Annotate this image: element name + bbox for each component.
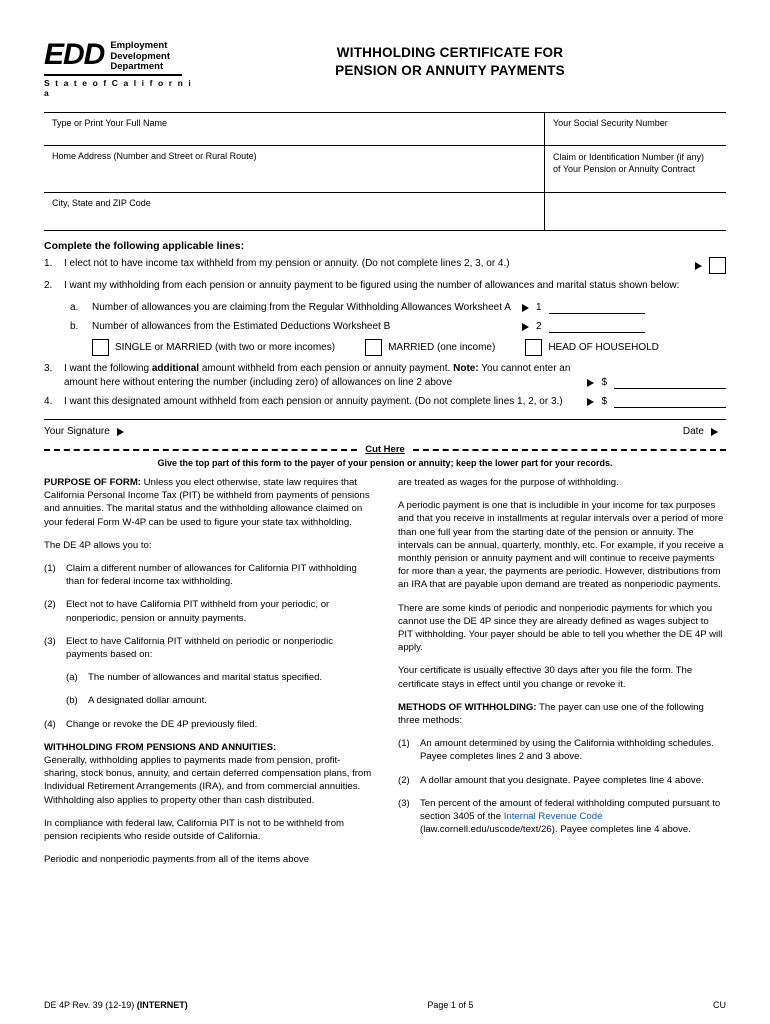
list-item [66, 671, 372, 684]
line-4-currency: $ [601, 396, 607, 407]
purpose-text: Unless you elect otherwise, state law requires that California Personal Income Tax (PIT) be withheld from payments of pensions and annuities. The marital status and the withholding allowance claimed on your federal Form W-4P can be used to figure your state tax withholding. [44, 477, 370, 528]
checkbox-married-one-income[interactable] [365, 339, 382, 356]
line-3-entry [587, 376, 726, 390]
identification-row-name [44, 113, 726, 146]
edd-logo-block [44, 34, 194, 98]
identification-row-address [44, 146, 726, 193]
footer-form-id [44, 1000, 188, 1010]
method-3-text-pre: Ten percent of the amount of federal withholding computed pursuant to section 3405 of the [420, 797, 721, 823]
line-3 [44, 362, 726, 390]
footer-revision: DE 4P Rev. 39 (12-19) [44, 1000, 137, 1010]
line-1-number: 1. [44, 258, 53, 269]
line-3-note-bold: Note: [453, 363, 479, 374]
claim-number-label-line-2: of Your Pension or Annuity Contract [553, 164, 696, 174]
item-4-text: Change or revoke the DE 4P previously filed. [66, 718, 258, 730]
form-title-line-1: WITHHOLDING CERTIFICATE FOR [336, 45, 564, 60]
city-state-zip-field[interactable] [44, 193, 544, 230]
method-3-text [420, 797, 726, 837]
certificate-effective-text: Your certificate is usually effective 30 days after you file the form. The certificate stays in effect until you change or revoke it. [398, 665, 693, 690]
line-2b-mark: b. [70, 321, 79, 332]
line-3-text-post: You cannot enter an amount here without entering the number (including zero) of allowances on line 2 above [64, 363, 571, 388]
list-item [398, 774, 726, 787]
home-address-field[interactable] [44, 146, 544, 192]
agency-line-1: Employment [110, 40, 168, 51]
form-title [194, 34, 726, 80]
footer-internet-label: (INTERNET) [136, 1000, 188, 1010]
line-2b [44, 320, 726, 334]
line-3-number: 3. [44, 363, 53, 374]
line-2a [44, 301, 726, 315]
arrow-right-icon [522, 323, 529, 331]
method-3-mark: (3) [398, 797, 410, 809]
identification-table [44, 112, 726, 231]
cut-dashes-left [44, 449, 357, 451]
arrow-right-icon [587, 379, 594, 387]
line-4-entry [587, 395, 726, 409]
state-label: S t a t e o f C a l i f o r n i a [44, 77, 193, 98]
cut-instruction: Give the top part of this form to the payer of your pension or annuity; keep the lower part for your records. [157, 458, 613, 468]
checkbox-single-or-married[interactable] [92, 339, 109, 356]
line-4-input[interactable] [614, 396, 726, 408]
allows-intro: The DE 4P allows you to: [44, 539, 152, 551]
list-item [44, 718, 372, 731]
cut-here-row [44, 444, 726, 455]
list-item [398, 737, 726, 763]
line-2a-entry [522, 301, 645, 315]
item-3-mark: (3) [44, 635, 56, 647]
line-4-text: I want this designated amount withheld from each pension or annuity payment. (Do not complete lines 1, 2, or 3.) [64, 396, 563, 407]
subitem-b-text: A designated dollar amount. [88, 695, 207, 707]
page-footer [44, 1000, 726, 1010]
line-2a-input[interactable] [549, 302, 645, 314]
signature-field[interactable] [44, 426, 124, 437]
line-2-number: 2. [44, 280, 53, 291]
agency-line-2: Development [110, 50, 170, 62]
footer-cu-label: CU [713, 1000, 726, 1010]
cut-here-label: Cut Here [365, 444, 405, 455]
marital-status-options [92, 339, 726, 356]
city-state-zip-label: City, State and ZIP Code [52, 198, 151, 208]
item-2-text: Elect not to have California PIT withheld from your periodic, or nonperiodic, pension or annuity payments. [66, 599, 330, 624]
instructions-left-column [44, 476, 372, 876]
subitem-b-mark: (b) [66, 695, 78, 707]
method-2-mark: (2) [398, 774, 410, 786]
full-name-field[interactable] [44, 113, 544, 145]
arrow-right-icon [117, 428, 124, 436]
form-header [44, 34, 726, 106]
line-2b-input[interactable] [549, 321, 645, 333]
line-2b-field-number: 2 [536, 321, 542, 332]
compliance-text: In compliance with federal law, California PIT is not to be withheld from pension recipients who reside outside of California. [44, 817, 345, 843]
label-single-or-married: SINGLE or MARRIED (with two or more incomes) [115, 342, 336, 353]
ssn-label: Your Social Security Number [553, 118, 668, 128]
internal-revenue-code-link[interactable]: Internal Revenue Code [503, 811, 603, 823]
method-1-mark: (1) [398, 738, 410, 750]
line-2 [44, 279, 726, 293]
line-2a-mark: a. [70, 302, 79, 313]
withholding-heading: WITHHOLDING FROM PENSIONS AND ANNUITIES: [44, 741, 277, 753]
method-3-text-post: (law.cornell.edu/uscode/text/26). Payee completes line 4 above. [420, 824, 691, 836]
line-3-input[interactable] [614, 377, 726, 389]
list-item [44, 635, 372, 661]
periodic-payment-text: A periodic payment is one that is includible in your income for tax purposes and that you receive in installments at regular intervals over a period of more than one full year from the starting date of the pension or annuity. The intervals can be annual, quarterly, monthly, etc. For example, if you receive a monthly pension or annuity payment and will continue to receive payments for more than a year, the payments are periodic. However, distributions from an IRA that are payable upon demand are treated as nonperiodic payments. [398, 500, 724, 591]
footer-page-number: Page 1 of 5 [427, 1000, 474, 1010]
line-4 [44, 395, 726, 409]
full-name-label: Type or Print Your Full Name [52, 118, 168, 128]
line-3-text-mid: amount withheld from each pension or annuity payment. [199, 363, 454, 374]
line-4-number: 4. [44, 396, 53, 407]
logo-divider [44, 74, 182, 76]
line-1-entry [695, 257, 726, 274]
kinds-of-payments-text: There are some kinds of periodic and nonperiodic payments for which you cannot use the DE 4P since they are already defined as wages subject to PIT withholding. Your payer should be able to tell you whether the DE 4P will apply. [398, 602, 723, 654]
purpose-paragraph [44, 476, 372, 529]
method-1-text: An amount determined by using the California withholding schedules. Payee completes lines 2 and 3 above. [420, 738, 714, 763]
item-1-text: Claim a different number of allowances for California PIT withholding than for federal income tax withholding. [66, 563, 357, 588]
signature-row [44, 419, 726, 437]
line-1-checkbox[interactable] [709, 257, 726, 274]
list-item [44, 562, 372, 588]
methods-heading: METHODS OF WITHHOLDING: [398, 701, 537, 713]
purpose-heading: PURPOSE OF FORM: [44, 477, 142, 488]
item-4-mark: (4) [44, 718, 56, 730]
claim-number-entry[interactable] [544, 193, 726, 230]
agency-name [110, 40, 170, 73]
edd-logo-text: EDD [44, 38, 105, 71]
ssn-field[interactable] [544, 113, 726, 145]
periodic-intro-text: Periodic and nonperiodic payments from all of the items above [44, 854, 310, 866]
methods-text: The payer can use one of the following three methods: [398, 701, 704, 727]
list-item [44, 598, 372, 624]
arrow-right-icon [587, 398, 594, 406]
instructions-body [44, 476, 726, 876]
method-2-text: A dollar amount that you designate. Payee completes line 4 above. [420, 774, 704, 786]
subitem-a-mark: (a) [66, 672, 78, 684]
item-2-mark: (2) [44, 599, 56, 611]
list-item [66, 694, 372, 707]
claim-number-field[interactable] [544, 146, 726, 192]
arrow-right-icon [711, 428, 718, 436]
home-address-label: Home Address (Number and Street or Rural Route) [52, 151, 257, 161]
line-1-text: I elect not to have income tax withheld from my pension or annuity. (Do not complete lines 2, 3, or 4.) [64, 258, 510, 269]
arrow-right-icon [695, 262, 702, 270]
line-3-currency: $ [601, 377, 607, 388]
form-title-line-2: PENSION OR ANNUITY PAYMENTS [335, 63, 565, 78]
line-2-text: I want my withholding from each pension or annuity payment to be figured using the number of allowances and marital status shown below: [64, 280, 680, 291]
arrow-right-icon [522, 304, 529, 312]
instructions-right-column [398, 476, 726, 876]
identification-row-city [44, 193, 726, 231]
line-3-text-pre: I want the following [64, 363, 152, 374]
subitem-a-text: The number of allowances and marital status specified. [88, 672, 323, 684]
checkbox-head-of-household[interactable] [525, 339, 542, 356]
line-3-text [64, 362, 587, 390]
line-3-additional-bold: additional [151, 363, 200, 374]
withholding-paragraph [44, 741, 372, 807]
agency-line-3: Department [110, 61, 164, 72]
claim-number-label-line-1: Claim or Identification Number (if any) [553, 152, 705, 162]
item-3-text: Elect to have California PIT withheld on periodic or nonperiodic payments based on: [66, 635, 333, 661]
list-item [398, 797, 726, 837]
cut-dashes-right [413, 449, 726, 451]
label-married-one-income: MARRIED (one income) [388, 342, 496, 353]
complete-lines-heading: Complete the following applicable lines: [44, 240, 245, 252]
line-2b-text: Number of allowances from the Estimated Deductions Worksheet B [92, 321, 391, 332]
methods-paragraph [398, 701, 726, 727]
date-label: Date [682, 426, 704, 437]
label-head-of-household: HEAD OF HOUSEHOLD [548, 342, 659, 353]
withholding-text: Generally, withholding applies to payments made from pension, profit-sharing, stock bonus, annuity, and certain deferred compensation plans, from Individual Retirement Arrangements (IRA), and from commercial annuities. Withholding also applies to property other than cash distributed. [44, 755, 372, 806]
line-2a-text: Number of allowances you are claiming from the Regular Withholding Allowances Worksheet A [92, 302, 511, 313]
line-1 [44, 257, 726, 274]
signature-label: Your Signature [44, 426, 110, 437]
wages-text: are treated as wages for the purpose of withholding. [398, 477, 619, 488]
line-2a-field-number: 1 [536, 302, 542, 313]
line-2b-entry [522, 320, 645, 334]
date-field[interactable] [683, 426, 726, 437]
item-1-mark: (1) [44, 563, 56, 575]
